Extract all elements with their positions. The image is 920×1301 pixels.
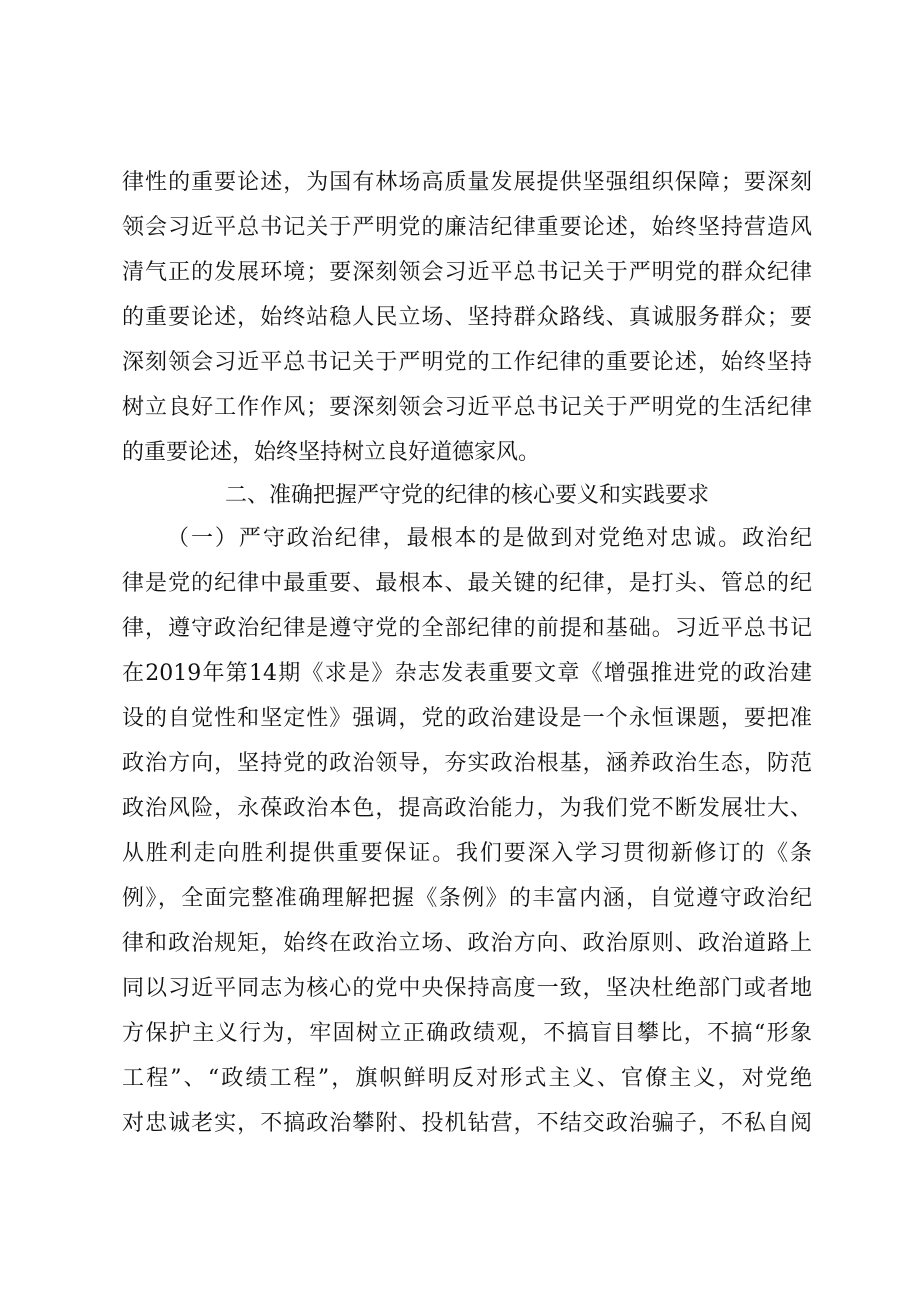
paragraph-line: 深刻领会习近平总书记关于严明党的工作纪律的重要论述，始终坚持 <box>122 350 812 375</box>
paragraph-line: 律，遵守政治纪律是遵守党的全部纪律的前提和基础。习近平总书记 <box>122 616 812 641</box>
paragraph-line: 例》，全面完整准确理解把握《条例》的丰富内涵，自觉遵守政治纪 <box>122 886 812 911</box>
paragraph-line: （一）严守政治纪律，最根本的是做到对党绝对忠诚。政治纪 <box>167 526 812 551</box>
paragraph-line: 在2019年第14期《求是》杂志发表重要文章《增强推进党的政治建 <box>122 661 812 686</box>
section-heading: 二、准确把握严守党的纪律的核心要义和实践要求 <box>224 483 709 508</box>
paragraph-line: 领会习近平总书记关于严明党的廉洁纪律重要论述，始终坚持营造风 <box>122 215 812 240</box>
paragraph-line: 律性的重要论述，为国有林场高质量发展提供坚强组织保障；要深刻 <box>122 170 812 195</box>
paragraph-line: 的重要论述，始终站稳人民立场、坚持群众路线、真诚服务群众；要 <box>122 305 812 330</box>
paragraph-line: 政治风险，永葆政治本色，提高政治能力，为我们党不断发展壮大、 <box>122 796 812 821</box>
paragraph-line: 清气正的发展环境；要深刻领会习近平总书记关于严明党的群众纪律 <box>122 260 812 285</box>
paragraph-line: 对忠诚老实，不搞政治攀附、投机钻营，不结交政治骗子，不私自阅 <box>122 1111 812 1136</box>
paragraph-line: 设的自觉性和坚定性》强调，党的政治建设是一个永恒课题，要把准 <box>122 706 812 731</box>
paragraph-line: 同以习近平同志为核心的党中央保持高度一致，坚决杜绝部门或者地 <box>122 976 812 1001</box>
paragraph-line: 律和政治规矩，始终在政治立场、政治方向、政治原则、政治道路上 <box>122 931 812 956</box>
paragraph-line: 的重要论述，始终坚持树立良好道德家风。 <box>122 440 541 465</box>
paragraph-line: 方保护主义行为，牢固树立正确政绩观，不搞盲目攀比，不搞“形象 <box>122 1021 812 1046</box>
paragraph-line: 树立良好工作作风；要深刻领会习近平总书记关于严明党的生活纪律 <box>122 395 812 420</box>
paragraph-line: 从胜利走向胜利提供重要保证。我们要深入学习贯彻新修订的《条 <box>122 841 812 866</box>
paragraph-line: 工程”、“政绩工程”，旗帜鲜明反对形式主义、官僚主义，对党绝 <box>122 1066 812 1091</box>
paragraph-line: 律是党的纪律中最重要、最根本、最关键的纪律，是打头、管总的纪 <box>122 571 812 596</box>
paragraph-line: 政治方向，坚持党的政治领导，夯实政治根基，涵养政治生态，防范 <box>122 751 812 776</box>
